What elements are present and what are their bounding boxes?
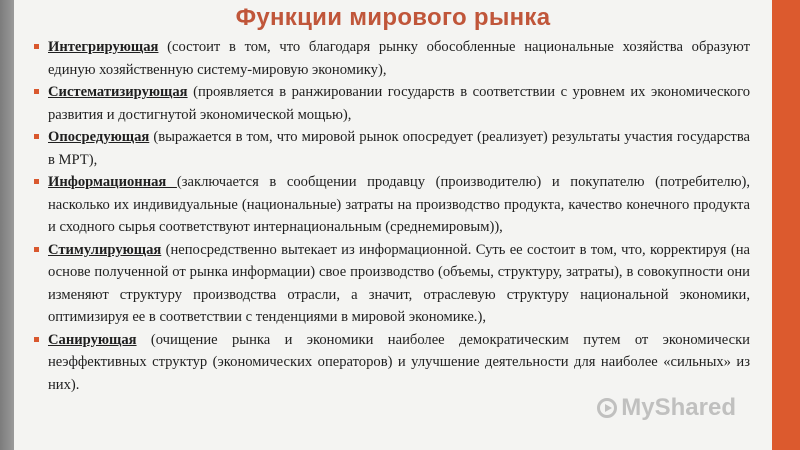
bullet-icon — [34, 134, 39, 139]
function-description: (выражается в том, что мировой рынок опосредует (реализует) результаты участия государства в МРТ), — [48, 129, 750, 168]
function-description: (состоит в том, что благодаря рынку обособленные национальные хозяйства образуют единую хозяйственную систему-мировую экономику), — [48, 39, 750, 78]
watermark-text: MyShared — [621, 394, 736, 421]
bullet-icon — [34, 247, 39, 252]
function-description: (заключается в сообщении продавцу (производителю) и покупателю (потребителю), насколько их индивидуальные (национальные) затраты на производство продукта, качество конечного продукта и сходного сырья соответствуют интернациональным (среднемировым)), — [48, 174, 750, 235]
function-term: Интегрирующая — [48, 39, 159, 55]
function-term: Информационная — [48, 174, 177, 190]
bullet-icon — [34, 89, 39, 94]
functions-list — [32, 36, 750, 396]
function-description: (проявляется в ранжировании государств в соответствии с уровнем их экономического развития и достигнутой экономической мощью), — [48, 84, 750, 123]
function-description: (непосредственно вытекает из информационной. Суть ее состоит в том, что, корректируя (на основе полученной от рынка информации) свое производство (объемы, структуру, затраты), в совокупности они изменяют структуру производства отрасли, а значит, отраслевую структуру национальной экономики, оптимизируя ее в соответствии с тенденциями в мировой экономике.), — [48, 241, 750, 325]
function-term: Систематизирующая — [48, 84, 188, 100]
function-description: (очищение рынка и экономики наиболее демократическим путем от экономически неэффективных структур (экономических операторов) и улучшение деятельности для наиболее «сильных» из них). — [48, 331, 750, 393]
slide-frame-left — [0, 0, 14, 450]
list-item — [32, 329, 750, 397]
slide-title: Функции мирового рынка — [235, 4, 551, 31]
list-item — [32, 126, 750, 171]
list-item — [32, 171, 750, 239]
function-term: Санирующая — [48, 331, 137, 348]
play-icon — [597, 398, 617, 418]
bullet-icon — [34, 179, 39, 184]
function-term: Опосредующая — [48, 129, 150, 145]
function-term: Стимулирующая — [48, 241, 162, 258]
watermark — [597, 394, 736, 422]
bullet-icon — [34, 337, 39, 342]
list-item — [32, 239, 750, 329]
accent-bar — [772, 0, 800, 450]
bullet-icon — [34, 44, 39, 49]
list-item — [32, 36, 750, 81]
list-item — [32, 81, 750, 126]
slide — [14, 0, 772, 450]
